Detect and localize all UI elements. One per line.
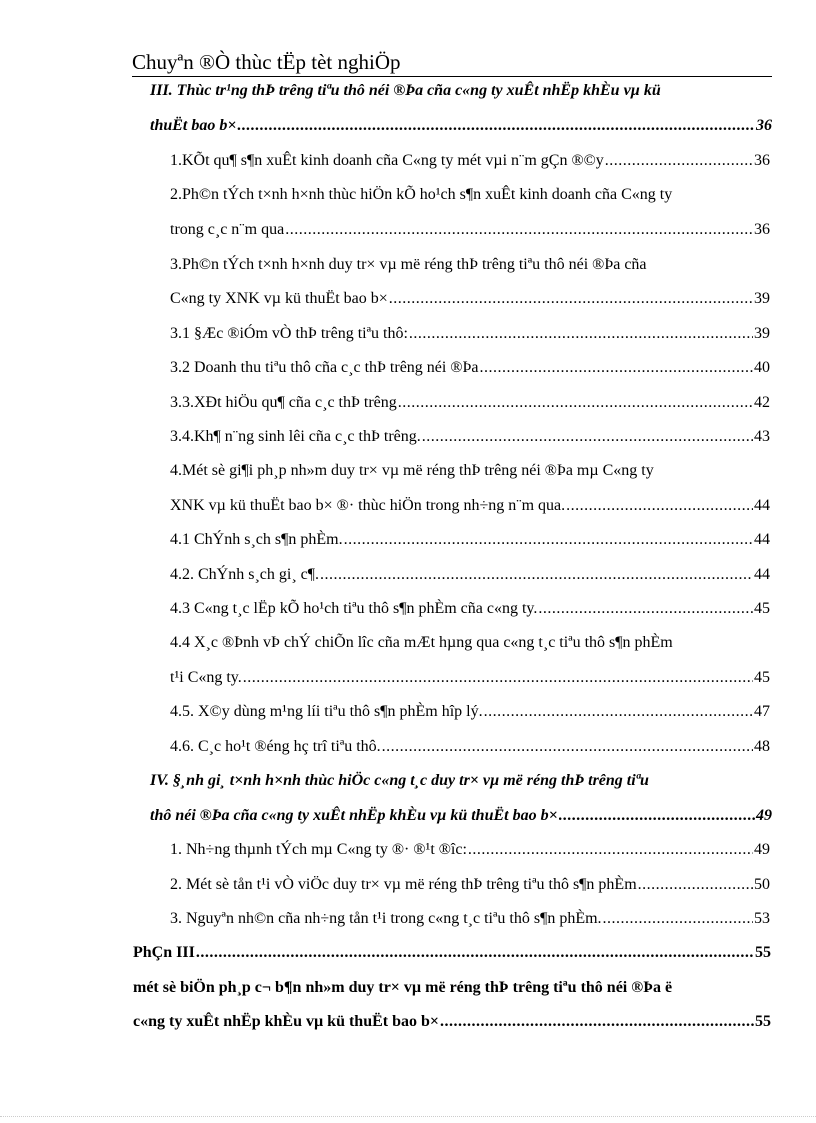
toc-entry-s3-3[interactable] (170, 290, 770, 308)
toc-entry-s3-3-2[interactable] (170, 359, 770, 377)
toc-entry-s3-2-line1: 2.Ph©n tÝch t×nh h×nh thùc hiÖn kÕ ho¹ch s¶n xuÊt kinh doanh cña C«ng ty (170, 186, 673, 203)
toc-entry-s3-line1: III. Thùc tr¹ng thÞ trêng tiªu thô néi ®Þa cña c«ng ty xuÊt nhËp khÈu vµ kü (150, 82, 661, 99)
toc-entry-text: C«ng ty XNK vµ kü thuËt bao b× (170, 290, 388, 307)
toc-page-number: 44 (754, 531, 770, 548)
toc-entry-s3-4-4[interactable] (170, 669, 770, 687)
toc-entry-text: t¹i C«ng ty. (170, 669, 242, 686)
toc-entry-s3-2[interactable] (170, 221, 770, 239)
toc-entry-s3[interactable] (150, 117, 772, 135)
toc-page-number: 42 (754, 394, 770, 411)
footer-rule (0, 1116, 816, 1117)
toc-entry-s4-line1: IV. §¸nh gi¸ t×nh h×nh thùc hiÖc c«ng t¸c duy tr× vµ më réng thÞ trêng tiªu (150, 772, 649, 789)
toc-entry-text: trong c¸c n¨m qua (170, 221, 285, 238)
toc-entry-text: thô néi ®Þa cña c«ng ty xuÊt nhËp khÈu vµ kü thuËt bao b× (150, 807, 558, 824)
toc-page-number: 49 (756, 807, 772, 824)
toc-page-number: 48 (754, 738, 770, 755)
toc-entry-p3-title[interactable] (133, 1013, 771, 1031)
toc-entry-s3-4-line1: 4.Mét sè gi¶i ph¸p nh»m duy tr× vµ më réng thÞ trêng néi ®Þa mµ C«ng ty (170, 462, 654, 479)
toc-entry-text: 1. Nh÷ng thµnh tÝch mµ C«ng ty ®· ®¹t ®îc: (170, 841, 467, 858)
toc-page-number: 43 (754, 428, 770, 445)
toc-entry-text: 4.1 ChÝnh s¸ch s¶n phÈm. (170, 531, 343, 548)
toc-entry-s3-4[interactable] (170, 497, 770, 515)
toc-entry-s4-2[interactable] (170, 876, 770, 894)
toc-entry-text: 3.3.XÐt hiÖu qu¶ cña c¸c thÞ trêng (170, 394, 397, 411)
page-header: Chuyªn ®Ò thùc tËp tèt nghiÖp (132, 50, 401, 74)
toc-entry-s3-3-1[interactable] (170, 325, 770, 343)
toc-entry-text: 1.KÕt qu¶ s¶n xuÊt kinh doanh cña C«ng ty mét vµi n¨m gÇn ®©y (170, 152, 604, 169)
toc-entry-text: 3.2 Doanh thu tiªu thô cña c¸c thÞ trêng néi ®Þa (170, 359, 479, 376)
toc-entry-text: thuËt bao b× (150, 117, 237, 134)
toc-entry-text: 4.2. ChÝnh s¸ch gi¸ c¶. (170, 566, 320, 583)
toc-entry-s3-3-4[interactable] (170, 428, 770, 446)
toc-entry-text: 4.6. C¸c ho¹t ®éng hç trî tiªu thô. (170, 738, 381, 755)
toc-entry-p3-title-line1: mét sè biÖn ph¸p c¬ b¶n nh»m duy tr× vµ më réng thÞ trêng tiªu thô néi ®Þa ë (133, 979, 673, 996)
toc-page-number: 36 (754, 221, 770, 238)
toc-entry-text: 4.3 C«ng t¸c lËp kÕ ho¹ch tiªu thô s¶n phÈm cña c«ng ty. (170, 600, 538, 617)
toc-entry-text: c«ng ty xuÊt nhËp khÈu vµ kü thuËt bao b× (133, 1013, 440, 1030)
toc-entry-s3-3-line1: 3.Ph©n tÝch t×nh h×nh duy tr× vµ më réng thÞ trêng tiªu thô néi ®Þa cña (170, 256, 647, 273)
toc-entry-text: PhÇn III (133, 944, 195, 961)
toc-entry-s4-1[interactable] (170, 841, 770, 859)
toc-entry-s3-4-3[interactable] (170, 600, 770, 618)
toc-entry-s3-4-4-line1: 4.4 X¸c ®Þnh vÞ chÝ chiÕn lîc cña mÆt hµng qua c«ng t¸c tiªu thô s¶n phÈm (170, 634, 673, 651)
toc-page-number: 40 (754, 359, 770, 376)
toc-page-number: 36 (754, 152, 770, 169)
toc-entry-text: 3.1 §Æc ®iÓm vÒ thÞ trêng tiªu thô: (170, 325, 408, 342)
toc-page-number: 55 (755, 944, 771, 961)
toc-page-number: 44 (754, 566, 770, 583)
toc-entry-s3-4-2[interactable] (170, 566, 770, 584)
toc-page-number: 36 (756, 117, 772, 134)
toc-entry-s3-4-6[interactable] (170, 738, 770, 756)
toc-entry-s4-3[interactable] (170, 910, 770, 928)
toc-entry-text: XNK vµ kü thuËt bao b× ®· thùc hiÖn trong nh÷ng n¨m qua. (170, 497, 566, 514)
toc-page-number: 44 (754, 497, 770, 514)
toc-page-number: 45 (754, 669, 770, 686)
header-rule (132, 76, 772, 77)
toc-page-number: 47 (754, 703, 770, 720)
toc-page-number: 50 (754, 876, 770, 893)
toc-page-number: 45 (754, 600, 770, 617)
toc-page-number: 55 (755, 1013, 771, 1030)
toc-entry-p3[interactable] (133, 944, 771, 962)
toc-entry-s3-4-5[interactable] (170, 703, 770, 721)
toc-entry-s4[interactable] (150, 807, 772, 825)
toc-page-number: 39 (754, 290, 770, 307)
toc-page-number: 49 (754, 841, 770, 858)
toc-entry-text: 3.4.Kh¶ n¨ng sinh lêi cña c¸c thÞ trêng. (170, 428, 421, 445)
toc-entry-text: 2. Mét sè tån t¹i vÒ viÖc duy tr× vµ më réng thÞ trêng tiªu thô s¶n phÈm (170, 876, 637, 893)
toc-page-number: 39 (754, 325, 770, 342)
toc-entry-text: 3. Nguyªn nh©n cña nh÷ng tån t¹i trong c«ng t¸c tiªu thô s¶n phÈm. (170, 910, 602, 927)
toc-entry-s3-1[interactable] (170, 152, 770, 170)
toc-entry-s3-3-3[interactable] (170, 394, 770, 412)
toc-entry-text: 4.5. X©y dùng m¹ng líi tiªu thô s¶n phÈm hîp lý. (170, 703, 483, 720)
toc-entry-s3-4-1[interactable] (170, 531, 770, 549)
toc-page-number: 53 (754, 910, 770, 927)
